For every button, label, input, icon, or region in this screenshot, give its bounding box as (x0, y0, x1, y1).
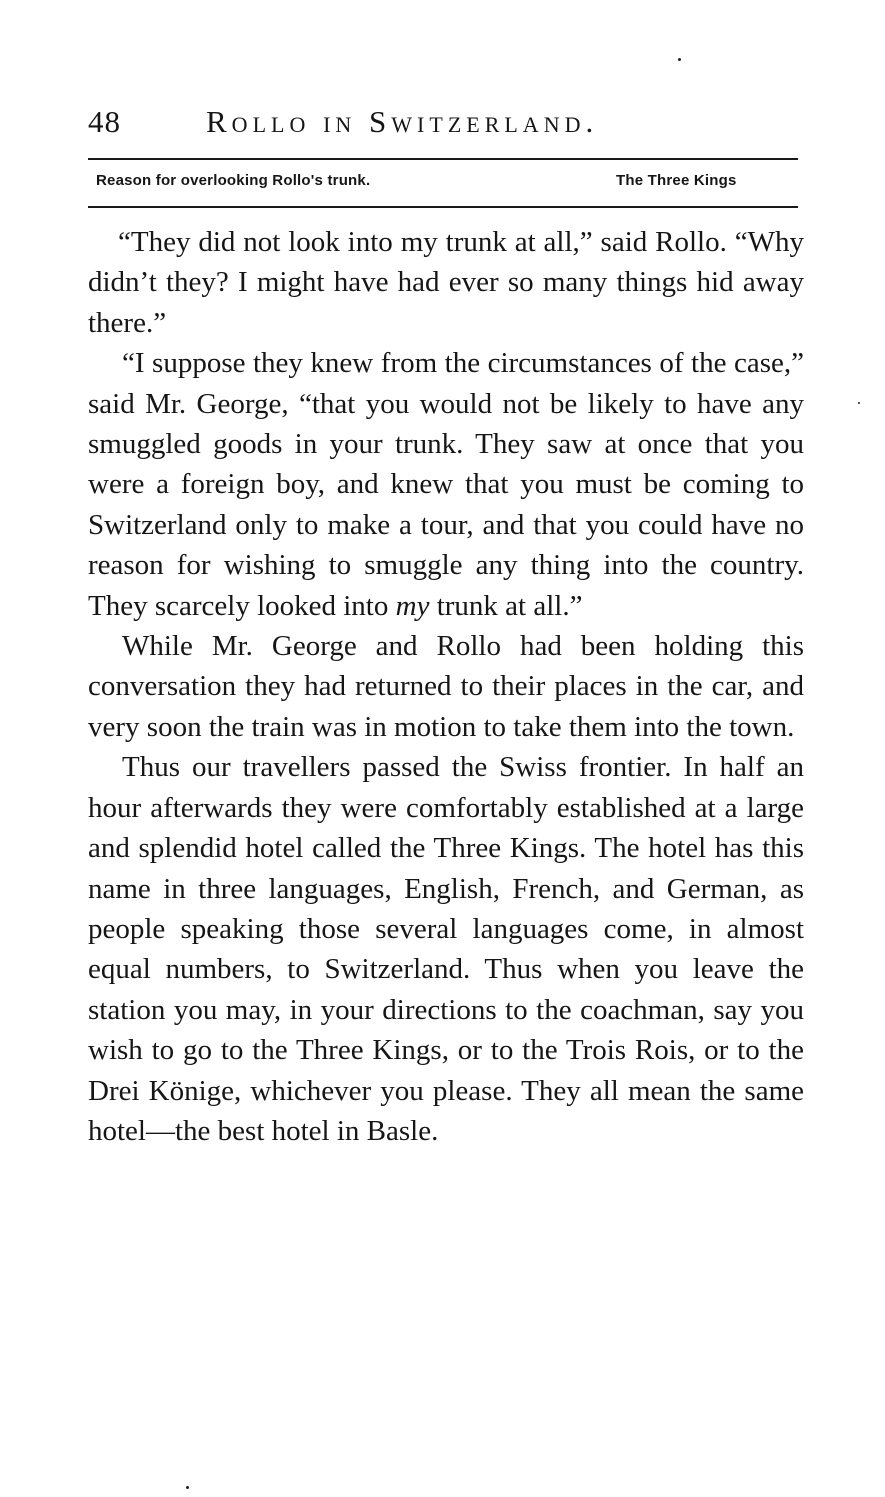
page-number: 48 (88, 104, 121, 139)
running-head (88, 96, 804, 189)
body-text (88, 222, 804, 1151)
header-rule-top (88, 158, 798, 160)
emphasis-my: my (395, 589, 430, 622)
paragraph-3: While Mr. George and Rollo had been holding this conversation they had returned to their places in the car, and very soon the train was in motion to take them into the town. (88, 630, 804, 743)
book-title: Rollo in Switzerland. (206, 104, 599, 139)
paragraph-1: “They did not look into my trunk at all,” said Rollo. “Why didn’t they? I might have had ever so many things hid away there.” (88, 226, 804, 339)
print-speck (858, 402, 860, 404)
subheading-right: The Three Kings (616, 172, 737, 189)
print-speck (186, 1486, 189, 1489)
print-speck (678, 58, 681, 61)
paragraph-2 (88, 343, 804, 626)
paragraph-2-after: trunk at all.” (429, 589, 583, 622)
header-rule-bottom (88, 206, 798, 208)
paragraph-2-before: “I suppose they knew from the circumstances of the case,” said Mr. George, “that you would not be likely to have any smuggled goods in your trunk. They saw at once that you were a foreign boy, and knew that you must be coming to Switzerland only to make a tour, and that you could have no reason for wishing to smuggle any thing into the country. They scarcely looked into (88, 347, 804, 622)
subheading-left: Reason for overlooking Rollo's trunk. (96, 172, 371, 189)
chapter-subheading (96, 172, 804, 198)
book-page (88, 96, 804, 1147)
paragraph-4: Thus our travellers passed the Swiss frontier. In half an hour afterwards they were comfortably established at a large and splendid hotel called the Three Kings. The hotel has this name in three languages, English, French, and German, as people speaking those several languages come, in almost equal numbers, to Switzerland. Thus when you leave the station you may, in your directions to the coachman, say you wish to go to the Three Kings, or to the Trois Rois, or to the Drei Könige, whichever you please. They all mean the same hotel—the best hotel in Basle. (88, 751, 804, 1147)
